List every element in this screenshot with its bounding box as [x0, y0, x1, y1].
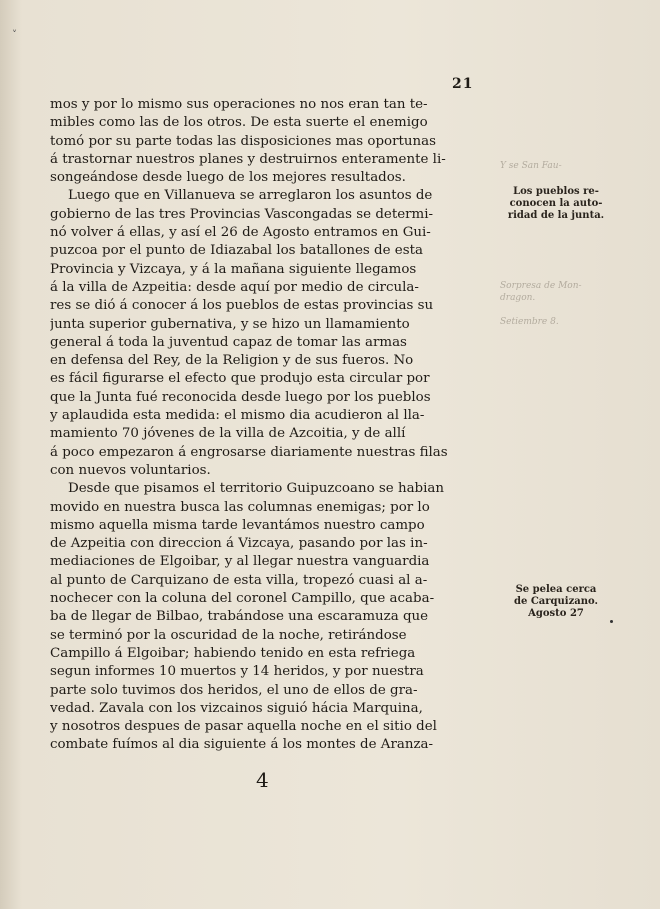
- text-line: y nosotros despues de pasar aquella noche en el sitio del: [50, 719, 437, 735]
- page-number: 21: [452, 76, 474, 92]
- signature-mark: 4: [256, 768, 269, 792]
- text-line: general á toda la juventud capaz de tomar las armas: [50, 334, 407, 350]
- text-line: mamiento 70 jóvenes de la villa de Azcoitia, y de allí: [50, 426, 406, 442]
- text-line: Luego que en Villanueva se arreglaron los asuntos de: [68, 188, 433, 204]
- text-line: combate fuímos al dia siguiente á los montes de Aranza-: [50, 737, 434, 753]
- gutter-mark: ˅: [12, 30, 17, 41]
- text-line: movido en nuestra busca las columnas enemigas; por lo: [50, 499, 430, 515]
- text-line: ba de llegar de Bilbao, trabándose una escaramuza que: [50, 609, 429, 625]
- text-line: de Azpeitia con direccion á Vizcaya, pasando por las in-: [50, 536, 428, 552]
- text-line: y aplaudida esta medida: el mismo dia acudieron al lla-: [50, 408, 425, 424]
- text-line: es fácil figurarse el efecto que produjo esta circular por: [50, 371, 430, 387]
- text-line: á poco empezaron á engrosarse diariamente nuestras filas: [50, 444, 448, 460]
- sidenote-carquizano: [490, 584, 622, 620]
- text-line: segun informes 10 muertos y 14 heridos, y por nuestra: [50, 664, 424, 680]
- sidenote-line: ridad de la junta.: [507, 210, 605, 221]
- ink-dot: [610, 620, 613, 623]
- bleed-through-text: Sorpresa de Mon-: [500, 281, 582, 291]
- sidenote-line: Los pueblos re-: [513, 186, 599, 197]
- text-line: al punto de Carquizano de esta villa, tropezó cuasi al a-: [50, 572, 428, 588]
- sidenote-line: Agosto 27: [528, 608, 584, 619]
- text-line: res se dió á conocer á los pueblos de estas provincias su: [50, 298, 434, 314]
- text-line: mibles como las de los otros. De esta suerte el enemigo: [50, 115, 428, 131]
- text-line: mediaciones de Elgoibar, y al llegar nuestra vanguardia: [50, 554, 430, 570]
- text-line: á la villa de Azpeitia: desde aquí por medio de circula-: [50, 279, 419, 295]
- text-line: se terminó por la oscuridad de la noche, retirándose: [50, 627, 407, 643]
- sidenote-line: Se pelea cerca: [515, 584, 597, 595]
- bleed-through-text: Y se San Fau-: [500, 161, 562, 171]
- text-line: vedad. Zavala con los vizcainos siguió hácia Marquina,: [50, 700, 423, 716]
- text-line: en defensa del Rey, de la Religion y de sus fueros. No: [50, 353, 414, 369]
- body-text: [50, 96, 486, 755]
- text-line: que la Junta fué reconocida desde luego por los pueblos: [50, 389, 431, 405]
- text-line: con nuevos voluntarios.: [50, 462, 211, 478]
- text-line: Campillo á Elgoibar; habiendo tenido en esta refriega: [50, 645, 416, 661]
- bleed-through-text: Setiembre 8.: [500, 317, 559, 327]
- text-line: Provincia y Vizcaya, y á la mañana siguiente llegamos: [50, 261, 417, 277]
- text-line: mos y por lo mismo sus operaciones no nos eran tan te-: [50, 97, 428, 112]
- bleed-through-text: dragon.: [500, 293, 536, 303]
- text-line: nó volver á ellas, y así el 26 de Agosto entramos en Gui-: [50, 225, 431, 241]
- text-line: puzcoa por el punto de Idiazabal los batallones de esta: [50, 243, 423, 259]
- text-line: parte solo tuvimos dos heridos, el uno de ellos de gra-: [50, 682, 418, 698]
- text-line: á trastornar nuestros planes y destruirnos enteramente li-: [50, 151, 446, 167]
- text-line: mismo aquella misma tarde levantámos nuestro campo: [50, 517, 425, 533]
- text-line: tomó por su parte todas las disposiciones mas oportunas: [50, 133, 436, 149]
- text-line: nochecer con la coluna del coronel Campillo, que acaba-: [50, 591, 435, 607]
- text-line: songeándose desde luego de los mejores resultados.: [50, 170, 406, 186]
- text-line: gobierno de las tres Provincias Vascongadas se determi-: [50, 206, 434, 222]
- sidenote-junta: [490, 186, 622, 222]
- text-line: junta superior gubernativa, y se hizo un llamamiento: [50, 316, 410, 332]
- text-line: Desde que pisamos el territorio Guipuzcoano se habian: [68, 481, 445, 497]
- sidenote-line: conocen la auto-: [509, 198, 603, 209]
- sidenote-line: de Carquizano.: [513, 596, 598, 607]
